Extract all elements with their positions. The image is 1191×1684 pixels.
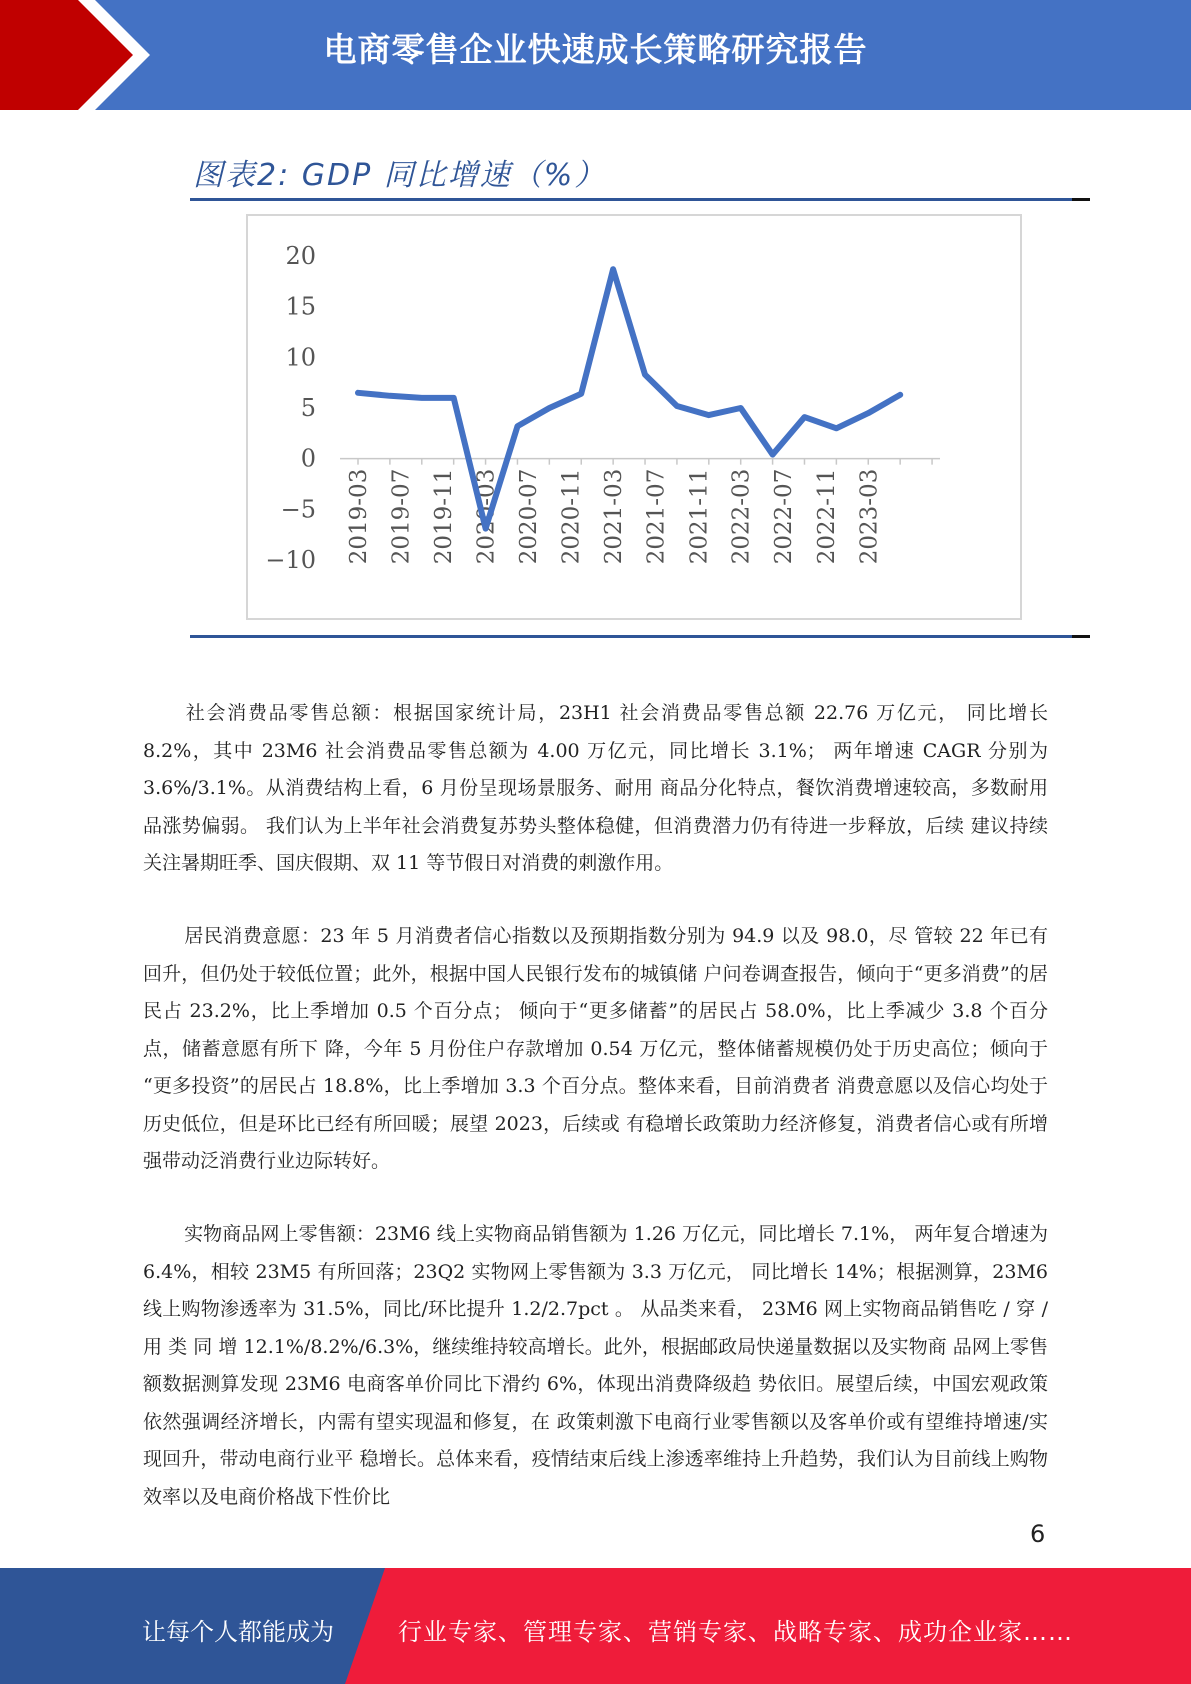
figure-top-rule <box>190 198 1090 201</box>
y-tick-label: −10 <box>265 546 316 574</box>
gdp-chart-svg <box>248 216 1020 618</box>
x-tick-label: 2022-11 <box>813 468 840 565</box>
x-tick-label: 2020-03 <box>473 468 500 565</box>
figure-bottom-rule <box>190 635 1090 638</box>
y-tick-label: 10 <box>285 343 316 372</box>
x-tick-label: 2021-07 <box>643 468 670 565</box>
gdp-chart <box>246 214 1022 620</box>
y-tick-label: 0 <box>300 444 316 473</box>
x-tick-label: 2020-11 <box>558 468 585 565</box>
x-tick-label: 2021-11 <box>686 468 713 565</box>
y-tick-label: 20 <box>285 242 316 270</box>
x-tick-label: 2021-03 <box>601 468 628 565</box>
paragraph-retail-sales: 社会消费品零售总额：根据国家统计局，23H1 社会消费品零售总额 22.76 万亿元， 同比增长 8.2%，其中 23M6 社会消费品零售总额为 4.00 万亿元，同比增长 3.1%； 两年增速 CAGR 分别为 3.6%/3.1%。从消费结构上看，6 月份呈现场景服务、耐用 商品分化特点，餐饮消费增速较高，多数耐用品涨势偏弱。 我们认为上半年社会消费复苏势头整体稳健，但消费潜力仍有待进一步释放，后续 建议持续关注暑期旺季、国庆假期、双 11 等节假日对消费的刺激作用。 <box>143 702 1048 874</box>
y-tick-label: 5 <box>300 394 316 422</box>
page-number: 6 <box>1030 1520 1046 1548</box>
paragraph-online-retail: 实物商品网上零售额：23M6 线上实物商品销售额为 1.26 万亿元，同比增长 7.1%， 两年复合增速为 6.4%，相较 23M5 有所回落；23Q2 实物网上零售额为 3.3 万亿元， 同比增长 14%；根据测算，23M6 线上购物渗透率为 31.5%，同比/环比提升 1.2/2.7pct 。 从品类来看， 23M6 网上实物商品销售吃 / 穿 / 用 类 同 增 12.1%/8.2%/6.3%，继续维持较高增长。此外，根据邮政局快递量数据以及实物商 品网上零售额数据测算发现 23M6 电商客单价同比下滑约 6%，体现出消费降级趋 势依旧。展望后续，中国宏观政策依然强调经济增长，内需有望实现温和修复，在 政策刺激下电商行业零售额以及客单价或有望维持增速/实现回升，带动电商行业平 稳增长。总体来看，疫情结束后线上渗透率维持上升趋势，我们认为目前线上购物 效率以及电商价格战下性价比 <box>143 1223 1048 1508</box>
footer-slogan-right: 行业专家、管理专家、营销专家、战略专家、成功企业家…… <box>398 1618 1073 1646</box>
page-header <box>0 0 1191 110</box>
x-tick-label: 2022-03 <box>728 468 755 565</box>
x-tick-label: 2022-07 <box>771 468 798 565</box>
x-tick-label: 2019-11 <box>431 468 458 565</box>
y-tick-label: −5 <box>280 495 316 524</box>
header-title: 电商零售企业快速成长策略研究报告 <box>323 30 868 69</box>
footer-slogan-left: 让每个人都能成为 <box>142 1618 334 1646</box>
x-tick-label: 2019-07 <box>388 468 415 565</box>
x-tick-label: 2023-03 <box>856 468 883 565</box>
figure-title: 图表2: GDP 同比增速（%） <box>193 158 607 193</box>
x-tick-label: 2019-03 <box>346 468 372 565</box>
y-tick-label: 15 <box>285 292 316 321</box>
paragraph-consumer-willingness: 居民消费意愿：23 年 5 月消费者信心指数以及预期指数分别为 94.9 以及 98.0，尽 管较 22 年已有回升，但仍处于较低位置；此外，根据中国人民银行发布的城镇储 户问卷调查报告，倾向于“更多消费”的居民占 23.2%，比上季增加 0.5 个百分点； 倾向于“更多储蓄”的居民占 58.0%，比上季减少 3.8 个百分点，储蓄意愿有所下 降，今年 5 月份住户存款增加 0.54 万亿元，整体储蓄规模仍处于历史高位；倾向于 “更多投资”的居民占 18.8%，比上季增加 3.3 个百分点。整体来看，目前消费者 消费意愿以及信心均处于历史低位，但是环比已经有所回暖；展望 2023，后续或 有稳增长政策助力经济修复，消费者信心或有所增强带动泛消费行业边际转好。 <box>143 925 1048 1172</box>
x-tick-label: 2020-07 <box>515 468 542 565</box>
